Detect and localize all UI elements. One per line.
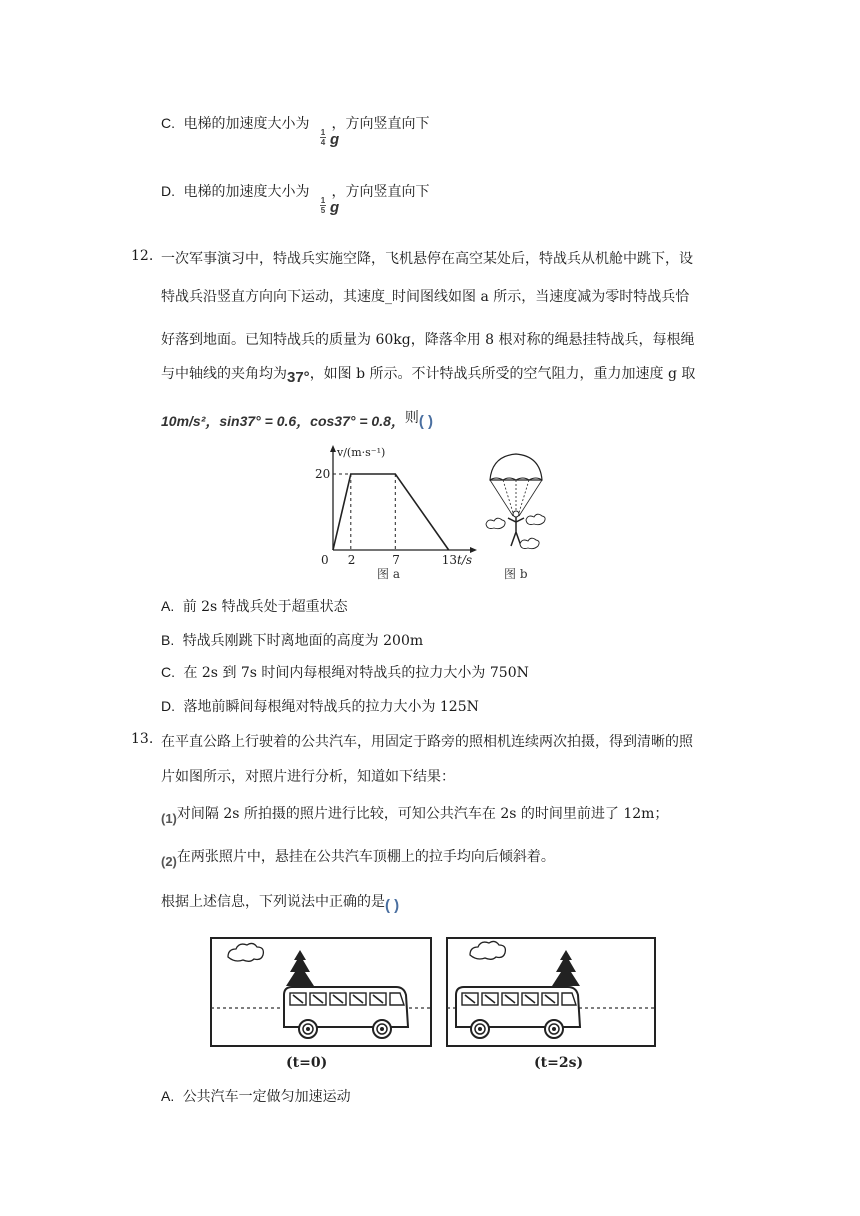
caption-left: (t=0) — [286, 1055, 328, 1071]
g-symbol: g — [330, 199, 340, 216]
q13-line2: 片如图所示，对照片进行分析，知道如下结果： — [161, 769, 455, 785]
x-tick-label: 0 — [321, 553, 329, 567]
x-tick-label: 7 — [392, 553, 400, 567]
q12-option-b: B. 特战兵刚跳下时离地面的高度为 200m — [161, 632, 424, 649]
q12-option-c: C. 在 2s 到 7s 时间内每根绳对特战兵的拉力大小为 750N — [161, 664, 529, 681]
option-tail: ，方向竖直向下 — [331, 116, 430, 132]
q13-option-a: A. 公共汽车一定做匀加速运动 — [161, 1088, 351, 1105]
parachute-figure — [484, 442, 548, 582]
velocity-time-graph — [311, 442, 481, 582]
caption-b: 图 b — [504, 567, 528, 581]
bus-photos-figure — [208, 935, 658, 1075]
answer-blank: ( ) — [418, 413, 434, 430]
caption-a: 图 a — [377, 567, 400, 581]
q13-line1: 在平直公路上行驶着的公共汽车，用固定于路旁的照相机连续两次拍摄，得到清晰的照 — [161, 734, 693, 750]
option-text: 电梯的加速度大小为 — [183, 184, 310, 200]
y-tick-label: 20 — [315, 467, 331, 481]
q12-line1: 一次军事演习中，特战兵实施空降，飞机悬停在高空某处后，特战兵从机舱中跳下，设 — [161, 251, 693, 267]
y-axis-label: v/(m·s⁻¹) — [337, 446, 386, 459]
option-text: 电梯的加速度大小为 — [183, 116, 310, 132]
q13-item2: (2)在两张照片中，悬挂在公共汽车顶棚上的拉手均向后倾斜着。 — [161, 849, 555, 869]
q13-item1: (1)对间隔 2s 所拍摄的照片进行比较，可知公共汽车在 2s 的时间里前进了 12m； — [161, 806, 669, 826]
x-axis-label: t/s — [457, 553, 473, 567]
fraction-one-quarter: 1 4 — [320, 128, 326, 147]
q11-option-c — [161, 113, 429, 133]
caption-right: (t=2s) — [534, 1055, 584, 1071]
fraction-one-fifth: 1 5 — [320, 196, 326, 215]
q12-line5: 10m/s²，sin37° = 0.6，cos37° = 0.8，则( ) — [161, 410, 434, 430]
option-tail: ，方向竖直向下 — [331, 184, 430, 200]
q13-line3: 根据上述信息，下列说法中正确的是( ) — [161, 894, 400, 914]
q12-line3: 好落到地面。已知特战兵的质量为 60kg，降落伞用 8 根对称的绳悬挂特战兵，每根绳 — [161, 332, 695, 348]
question-number: 13. — [131, 731, 154, 747]
angle-37: 37° — [287, 369, 310, 386]
g-symbol: g — [330, 131, 340, 148]
option-letter: C. — [161, 115, 175, 131]
question-number: 12. — [131, 248, 154, 264]
answer-blank: ( ) — [385, 897, 400, 914]
q12-line4: 与中轴线的夹角均为37°，如图 b 所示。不计特战兵所受的空气阻力，重力加速度 g 取 — [161, 366, 696, 386]
option-letter: D. — [161, 183, 175, 199]
q11-option-d — [161, 181, 429, 201]
q12-option-a: A. 前 2s 特战兵处于超重状态 — [161, 598, 348, 615]
q12-option-d: D. 落地前瞬间每根绳对特战兵的拉力大小为 125N — [161, 698, 479, 715]
y-axis-arrow — [330, 445, 336, 452]
given-constants: 10m/s²，sin37° = 0.6，cos37° = 0.8， — [161, 413, 405, 429]
x-tick-label: 2 — [347, 553, 356, 567]
q12-line2: 特战兵沿竖直方向向下运动，其速度_时间图线如图 a 所示，当速度减为零时特战兵恰 — [161, 289, 690, 305]
x-tick-label: 13 — [441, 553, 457, 567]
